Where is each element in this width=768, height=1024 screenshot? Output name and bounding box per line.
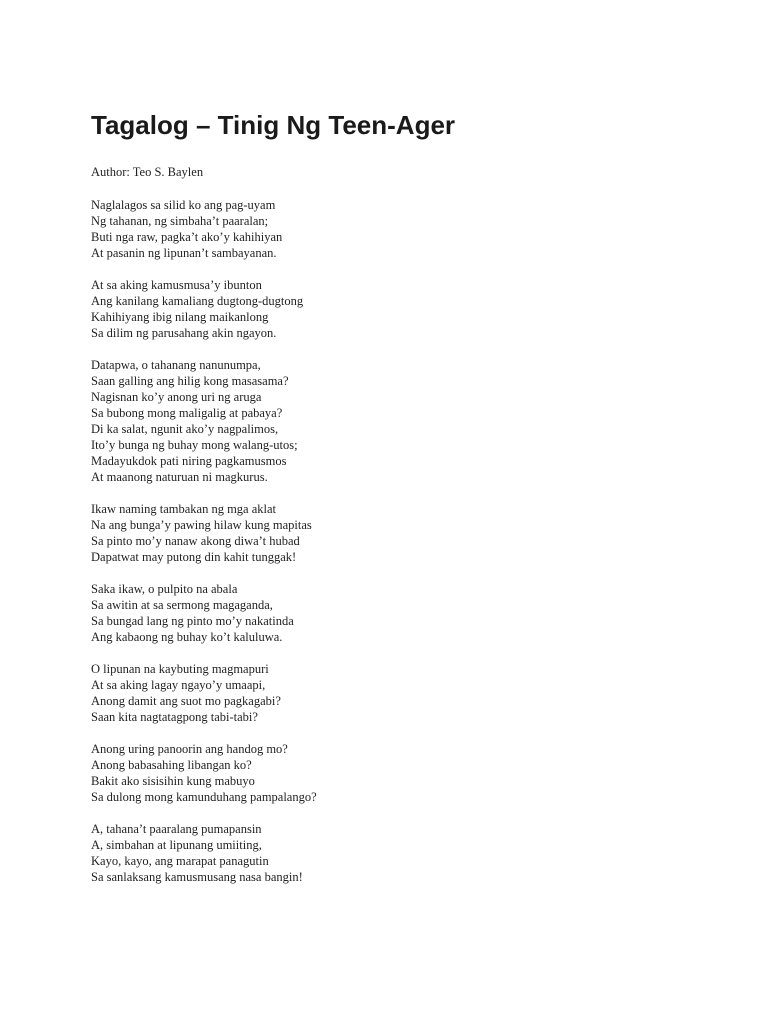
poem-line: Anong babasahing libangan ko? bbox=[91, 758, 252, 772]
poem-line: Sa pinto mo’y nanaw akong diwa’t hubad bbox=[91, 534, 300, 548]
stanza bbox=[91, 357, 691, 485]
stanza bbox=[91, 661, 691, 725]
poem-line: Saka ikaw, o pulpito na abala bbox=[91, 582, 238, 596]
stanza bbox=[91, 741, 691, 805]
stanza bbox=[91, 581, 691, 645]
poem-line: Sa dulong mong kamunduhang pampalango? bbox=[91, 790, 317, 804]
poem-line: Ang kabaong ng buhay ko’t kaluluwa. bbox=[91, 630, 283, 644]
stanza bbox=[91, 197, 691, 261]
poem-line: Anong damit ang suot mo pagkagabi? bbox=[91, 694, 281, 708]
poem-line: At pasanin ng lipunan’t sambayanan. bbox=[91, 246, 277, 260]
poem-line: Madayukdok pati niring pagkamusmos bbox=[91, 454, 287, 468]
stanza bbox=[91, 277, 691, 341]
poem-line: Sa bubong mong maligalig at pabaya? bbox=[91, 406, 283, 420]
poem-line: Nagisnan ko’y anong uri ng aruga bbox=[91, 390, 262, 404]
poem-line: Ito’y bunga ng buhay mong walang-utos; bbox=[91, 438, 298, 452]
poem-line: O lipunan na kaybuting magmapuri bbox=[91, 662, 269, 676]
poem-line: Dapatwat may putong din kahit tunggak! bbox=[91, 550, 297, 564]
stanza bbox=[91, 821, 691, 885]
poem-line: Kayo, kayo, ang marapat panagutin bbox=[91, 854, 269, 868]
poem-line: Di ka salat, ngunit ako’y nagpalimos, bbox=[91, 422, 279, 436]
poem-line: Sa awitin at sa sermong magaganda, bbox=[91, 598, 273, 612]
poem-line: Sa bungad lang ng pinto mo’y nakatinda bbox=[91, 614, 294, 628]
poem-line: At sa aking lagay ngayo’y umaapi, bbox=[91, 678, 266, 692]
author-line: Author: Teo S. Baylen bbox=[91, 165, 204, 179]
poem-line: Datapwa, o tahanang nanunumpa, bbox=[91, 358, 261, 372]
poem-line: At sa aking kamusmusa’y ibunton bbox=[91, 278, 262, 292]
poem-line: Saan kita nagtatagpong tabi-tabi? bbox=[91, 710, 258, 724]
poem-line: At maanong naturuan ni magkurus. bbox=[91, 470, 268, 484]
poem-line: Na ang bunga’y pawing hilaw kung mapitas bbox=[91, 518, 312, 532]
stanza bbox=[91, 501, 691, 565]
poem-title: Tagalog – Tinig Ng Teen-Ager bbox=[91, 110, 456, 140]
poem-line: Kahihiyang ibig nilang maikanlong bbox=[91, 310, 269, 324]
poem-line: Ikaw naming tambakan ng mga aklat bbox=[91, 502, 277, 516]
poem-line: Ng tahanan, ng simbaha’t paaralan; bbox=[91, 214, 269, 228]
poem-line: A, simbahan at lipunang umiiting, bbox=[91, 838, 262, 852]
poem-line: Sa dilim ng parusahang akin ngayon. bbox=[91, 326, 277, 340]
poem-line: Anong uring panoorin ang handog mo? bbox=[91, 742, 288, 756]
poem-line: Saan galling ang hilig kong masasama? bbox=[91, 374, 289, 388]
poem-line: Sa sanlaksang kamusmusang nasa bangin! bbox=[91, 870, 303, 884]
poem-line: Bakit ako sisisihin kung mabuyo bbox=[91, 774, 255, 788]
poem-line: Ang kanilang kamaliang dugtong-dugtong bbox=[91, 294, 304, 308]
poem-body bbox=[91, 197, 691, 901]
poem-line: Buti nga raw, pagka’t ako’y kahihiyan bbox=[91, 230, 283, 244]
poem-line: Naglalagos sa silid ko ang pag-uyam bbox=[91, 198, 276, 212]
poem-line: A, tahana’t paaralang pumapansin bbox=[91, 822, 262, 836]
